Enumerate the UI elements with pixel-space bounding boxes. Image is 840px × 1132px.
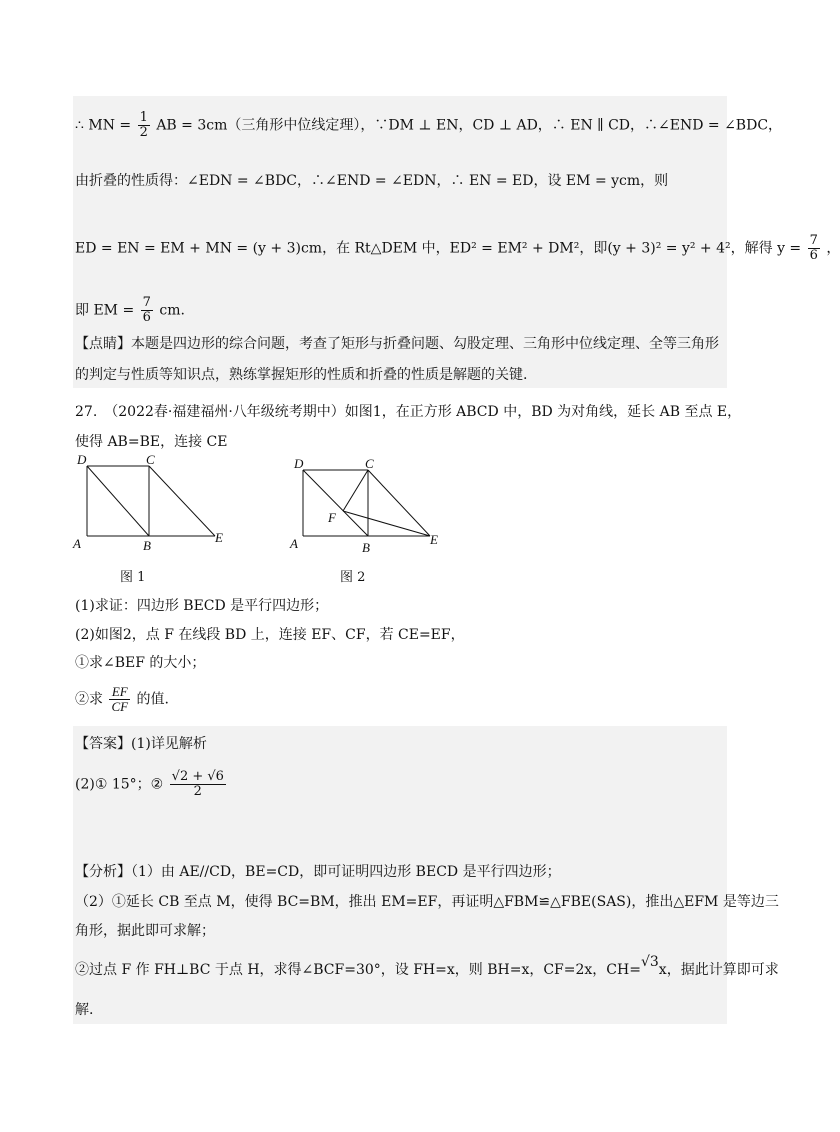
- answer-line-1: 【答案】(1)详见解析: [75, 736, 207, 752]
- solution-line-4: [75, 296, 185, 325]
- fraction-root-sum: $\frac{√2 + √6}{2}$: [171, 769, 224, 799]
- segment-ce: [149, 466, 215, 536]
- label-c: C: [365, 456, 374, 471]
- text: cm.: [159, 302, 185, 319]
- segment-ce: [368, 470, 430, 536]
- segment-cf: [343, 470, 368, 511]
- label-d: D: [77, 452, 87, 467]
- segment-db: [303, 470, 368, 536]
- problem-27-line-2: 使得 AB=BE，连接 CE: [75, 434, 228, 450]
- question-2-part-1: ①求∠BEF 的大小；: [75, 655, 206, 671]
- fraction-one-half: $\frac{1}{2}$: [139, 110, 148, 140]
- label-a: A: [73, 536, 81, 551]
- text: ②求: [75, 691, 103, 708]
- text: ED = EN = EM + MN = (y + 3)cm，在 Rt△DEM 中，ED² = EM² + DM²，即(y + 3)² = y² + 4²，解得 y =: [75, 240, 802, 257]
- label-b: B: [143, 538, 151, 553]
- text: 即 EM =: [75, 302, 135, 319]
- answer-line-2: [75, 770, 228, 799]
- figure-1-caption: 图 1: [120, 570, 146, 585]
- text: AB = 3cm（三角形中位线定理），∵DM ⊥ EN，CD ⊥ AD，∴ EN ∥ CD，∴∠END = ∠BDC，: [156, 117, 783, 134]
- label-e: E: [430, 532, 438, 547]
- dianjing-line-1: 【点睛】本题是四边形的综合问题，考查了矩形与折叠问题、勾股定理、三角形中位线定理、全等三角形: [75, 336, 719, 352]
- problem-27-line-1: 27. （2022春·福建福州·八年级统考期中）如图1，在正方形 ABCD 中，BD 为对角线，延长 AB 至点 E，: [75, 404, 742, 420]
- label-c: C: [146, 452, 155, 467]
- text: ②过点 F 作 FH⊥BC 于点 H，求得∠BCF=30°，设 FH=x，则 BH=x，CF=2x，CH=: [75, 962, 641, 978]
- label-b: B: [362, 540, 370, 555]
- label-f: F: [328, 510, 336, 525]
- segment-db: [87, 466, 149, 536]
- solution-line-2: 由折叠的性质得：∠EDN = ∠BDC，∴∠END = ∠EDN，∴ EN = ED，设 EM = ycm，则: [75, 173, 669, 189]
- figure-2: [288, 456, 458, 556]
- solution-line-3: [75, 234, 840, 263]
- text: ，: [826, 240, 840, 257]
- dianjing-line-2: 的判定与性质等知识点，熟练掌握矩形的性质和折叠的性质是解题的关键.: [75, 367, 528, 383]
- solution-line-1: [75, 111, 782, 140]
- fraction-seven-sixths: $\frac{7}{6}$: [142, 295, 151, 325]
- text: x，据此计算即可求: [658, 962, 779, 978]
- analysis-line-3: 角形，据此即可求解；: [75, 923, 215, 939]
- analysis-line-5: 解.: [75, 1002, 94, 1018]
- fraction-ef-over-cf: $\frac{EF}{CF}$: [111, 684, 129, 714]
- question-2-part-2: [75, 685, 169, 714]
- root-three: √3: [640, 954, 659, 970]
- label-a: A: [290, 536, 298, 551]
- label-e: E: [215, 530, 223, 545]
- text: 的值.: [136, 691, 169, 708]
- figure-1: [72, 452, 242, 552]
- analysis-line-4: [75, 954, 779, 980]
- question-2: (2)如图2，点 F 在线段 BD 上，连接 EF、CF，若 CE=EF，: [75, 627, 465, 643]
- analysis-line-2: （2）①延长 CB 至点 M，使得 BC=BM，推出 EM=EF，再证明△FBM≌△FBE(SAS)，推出△EFM 是等边三: [75, 894, 779, 910]
- question-1: (1)求证：四边形 BECD 是平行四边形；: [75, 598, 329, 614]
- text: ∴ MN =: [75, 117, 132, 134]
- analysis-line-1: 【分析】（1）由 AE//CD，BE=CD，即可证明四边形 BECD 是平行四边形；: [75, 864, 561, 880]
- text: (2)① 15°；②: [75, 776, 164, 793]
- figure-2-caption: 图 2: [340, 570, 366, 585]
- fraction-seven-sixths: $\frac{7}{6}$: [809, 233, 818, 263]
- label-d: D: [294, 456, 304, 471]
